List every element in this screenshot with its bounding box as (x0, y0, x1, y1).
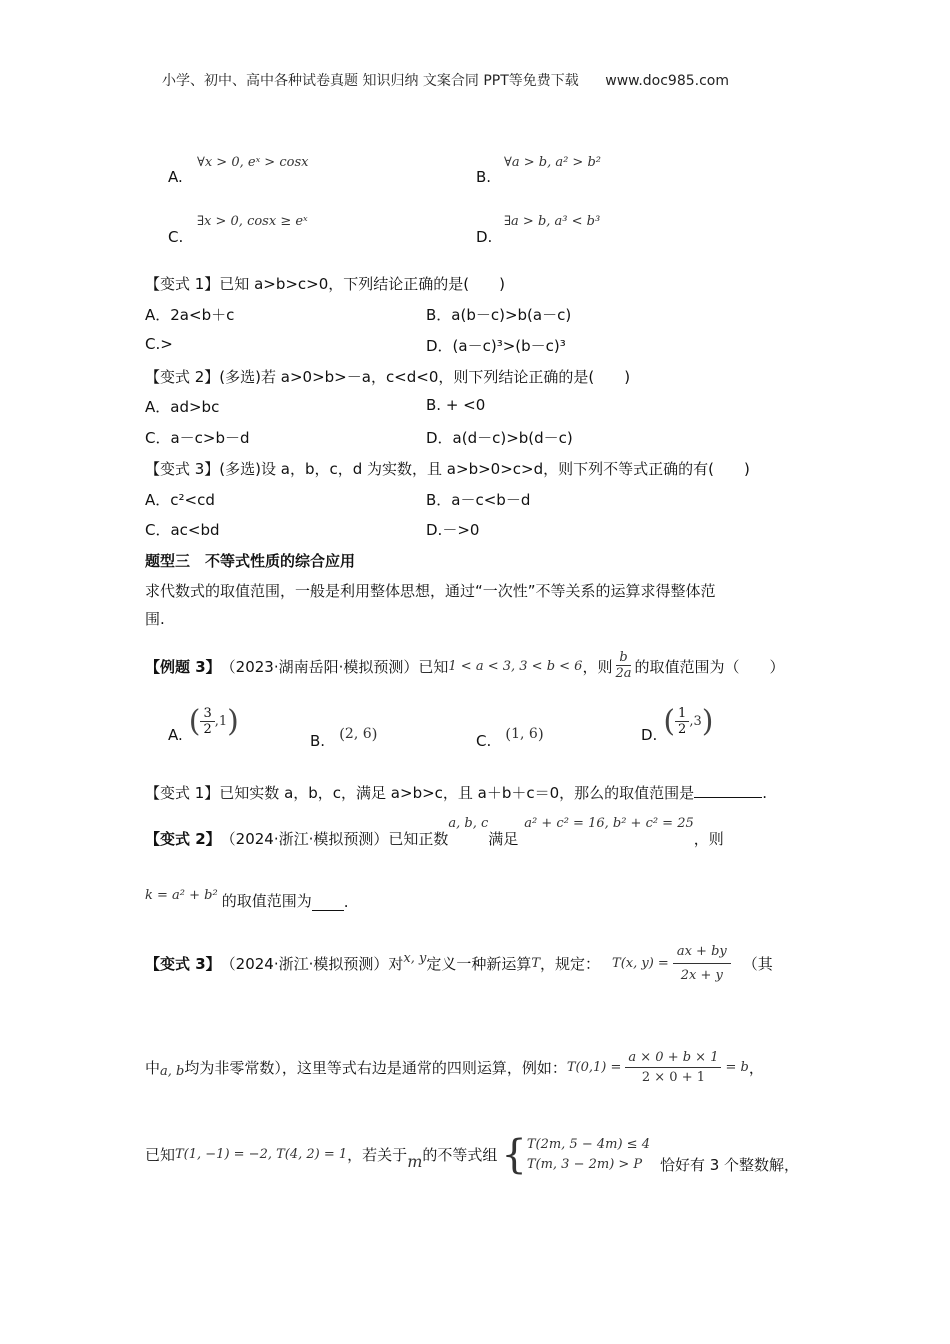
example3-option-d: D. ( $\frac{1}{2}$ ,3 ) (641, 703, 714, 744)
example3-option-b: B. ( 2, 6 ) (310, 725, 378, 750)
example3-condition: 1 < a < 3, 3 < b < 6 (448, 659, 583, 674)
variant3-option-c: C．ac<bd (145, 521, 220, 539)
variant1-stem: 【变式 1】已知 a>b>c>0，下列结论正确的是( ) (145, 275, 505, 293)
inequality-system: { T(2m, 5 − 4m) ≤ 4 T(m, 3 − 2m) > P (501, 1131, 650, 1178)
variant3-option-d: D.－>0 (426, 521, 480, 539)
variant3-stem: 【变式 3】(多选)设 a，b，c，d 为实数，且 a>b>0>c>d，则下列不等式正确的有( ) (145, 460, 750, 478)
question-variant2-k: k = a² + b² 的取值范围为 . (145, 888, 349, 911)
variant1-option-b: B．a(b－c)>b(a－c) (426, 306, 572, 324)
question-variant3-line2: 中 a, b 均为非零常数），这里等式右边是通常的四则运算，例如： T(0,1) = $\frac{a \times 0 + b \times 1}{2 \times 0 + 1}$ = b ， (145, 1050, 764, 1085)
question-variant1: 【变式 1】已知实数 a，b，c，满足 a>b>c，且 a＋b＋c＝0，那么的取值范围是 . (145, 784, 767, 802)
header-url[interactable]: www.doc985.com (605, 73, 729, 89)
variant2-option-b: B. + <0 (426, 396, 486, 414)
option-d: D. (476, 228, 493, 246)
option-b-math: ∀a > b, a² > b² (504, 155, 601, 170)
question-variant3-line3: 已知 T(1, −1) = −2, T(4, 2) = 1 ，若关于 m 的不等式组 { T(2m, 5 − 4m) ≤ 4 T(m, 3 − 2m) > P 恰好有 3 个整数解， (145, 1131, 800, 1178)
option-b: B. (476, 168, 492, 186)
variant2-option-d: D．a(d－c)>b(d－c) (426, 429, 573, 447)
definition-fraction: $\frac{ax + by}{2x + y}$ (673, 944, 731, 983)
header-banner (162, 70, 729, 90)
question-variant3-line1: 【变式 3】 （2024·浙江·模拟预测）对 x, y 定义一种新运算 T ，规定： T(x, y) = $\frac{ax + by}{2x + y}$ （其 (145, 944, 773, 983)
option-a: A. (168, 168, 183, 186)
variant2-option-c: C．a－c>b－d (145, 429, 250, 447)
example3-option-a: A. ( $\frac{3}{2}$ ,1 ) (168, 703, 239, 744)
section-title: 题型三 不等式性质的综合应用 (145, 552, 356, 570)
variant2-option-a: A．ad>bc (145, 398, 220, 416)
example3-suffix: 的取值范围为（ ） (634, 658, 785, 676)
example3-mid: ，则 (582, 658, 613, 676)
option-c: C. (168, 228, 184, 246)
section-intro-line2: 围. (145, 610, 165, 628)
example3-stem (145, 652, 785, 681)
header-text: 小学、初中、高中各种试卷真题 知识归纳 文案合同 PPT等免费下载 (162, 73, 579, 89)
variant1-option-c: C.> (145, 335, 173, 353)
variant1-option-a: A．2a<b＋c (145, 306, 235, 324)
variant3-option-a: A．c²<cd (145, 491, 215, 509)
example3-source: （2023·湖南岳阳·模拟预测）已知 (220, 658, 449, 676)
section-intro-line1: 求代数式的取值范围，一般是利用整体思想，通过“一次性”不等关系的运算求得整体范 (145, 582, 716, 600)
example3-fraction: $\frac{b}{2a}$ (615, 650, 632, 681)
variant2-stem: 【变式 2】(多选)若 a>0>b>－a，c<d<0，则下列结论正确的是( ) (145, 368, 631, 386)
example3-option-c: C. ( 1, 6 ) (476, 725, 544, 750)
variant1-option-d: D．(a－c)³>(b－c)³ (426, 337, 566, 355)
option-a-math: ∀x > 0, eˣ > cosx (197, 155, 309, 170)
answer-blank-2[interactable] (312, 895, 344, 911)
example-fraction: $\frac{a \times 0 + b \times 1}{2 \times 0 + 1}$ (625, 1050, 721, 1085)
question-variant2: 【变式 2】 （2024·浙江·模拟预测）已知正数 a, b, c 满足 a² + c² = 16, b² + c² = 25 ，则 (145, 816, 724, 848)
option-c-math: ∃x > 0, cosx ≥ eˣ (197, 214, 308, 229)
example3-prefix: 【例题 3】 (145, 658, 221, 676)
answer-blank[interactable] (694, 797, 762, 798)
option-d-math: ∃a > b, a³ < b³ (504, 214, 601, 229)
variant3-option-b: B．a－c<b－d (426, 491, 531, 509)
